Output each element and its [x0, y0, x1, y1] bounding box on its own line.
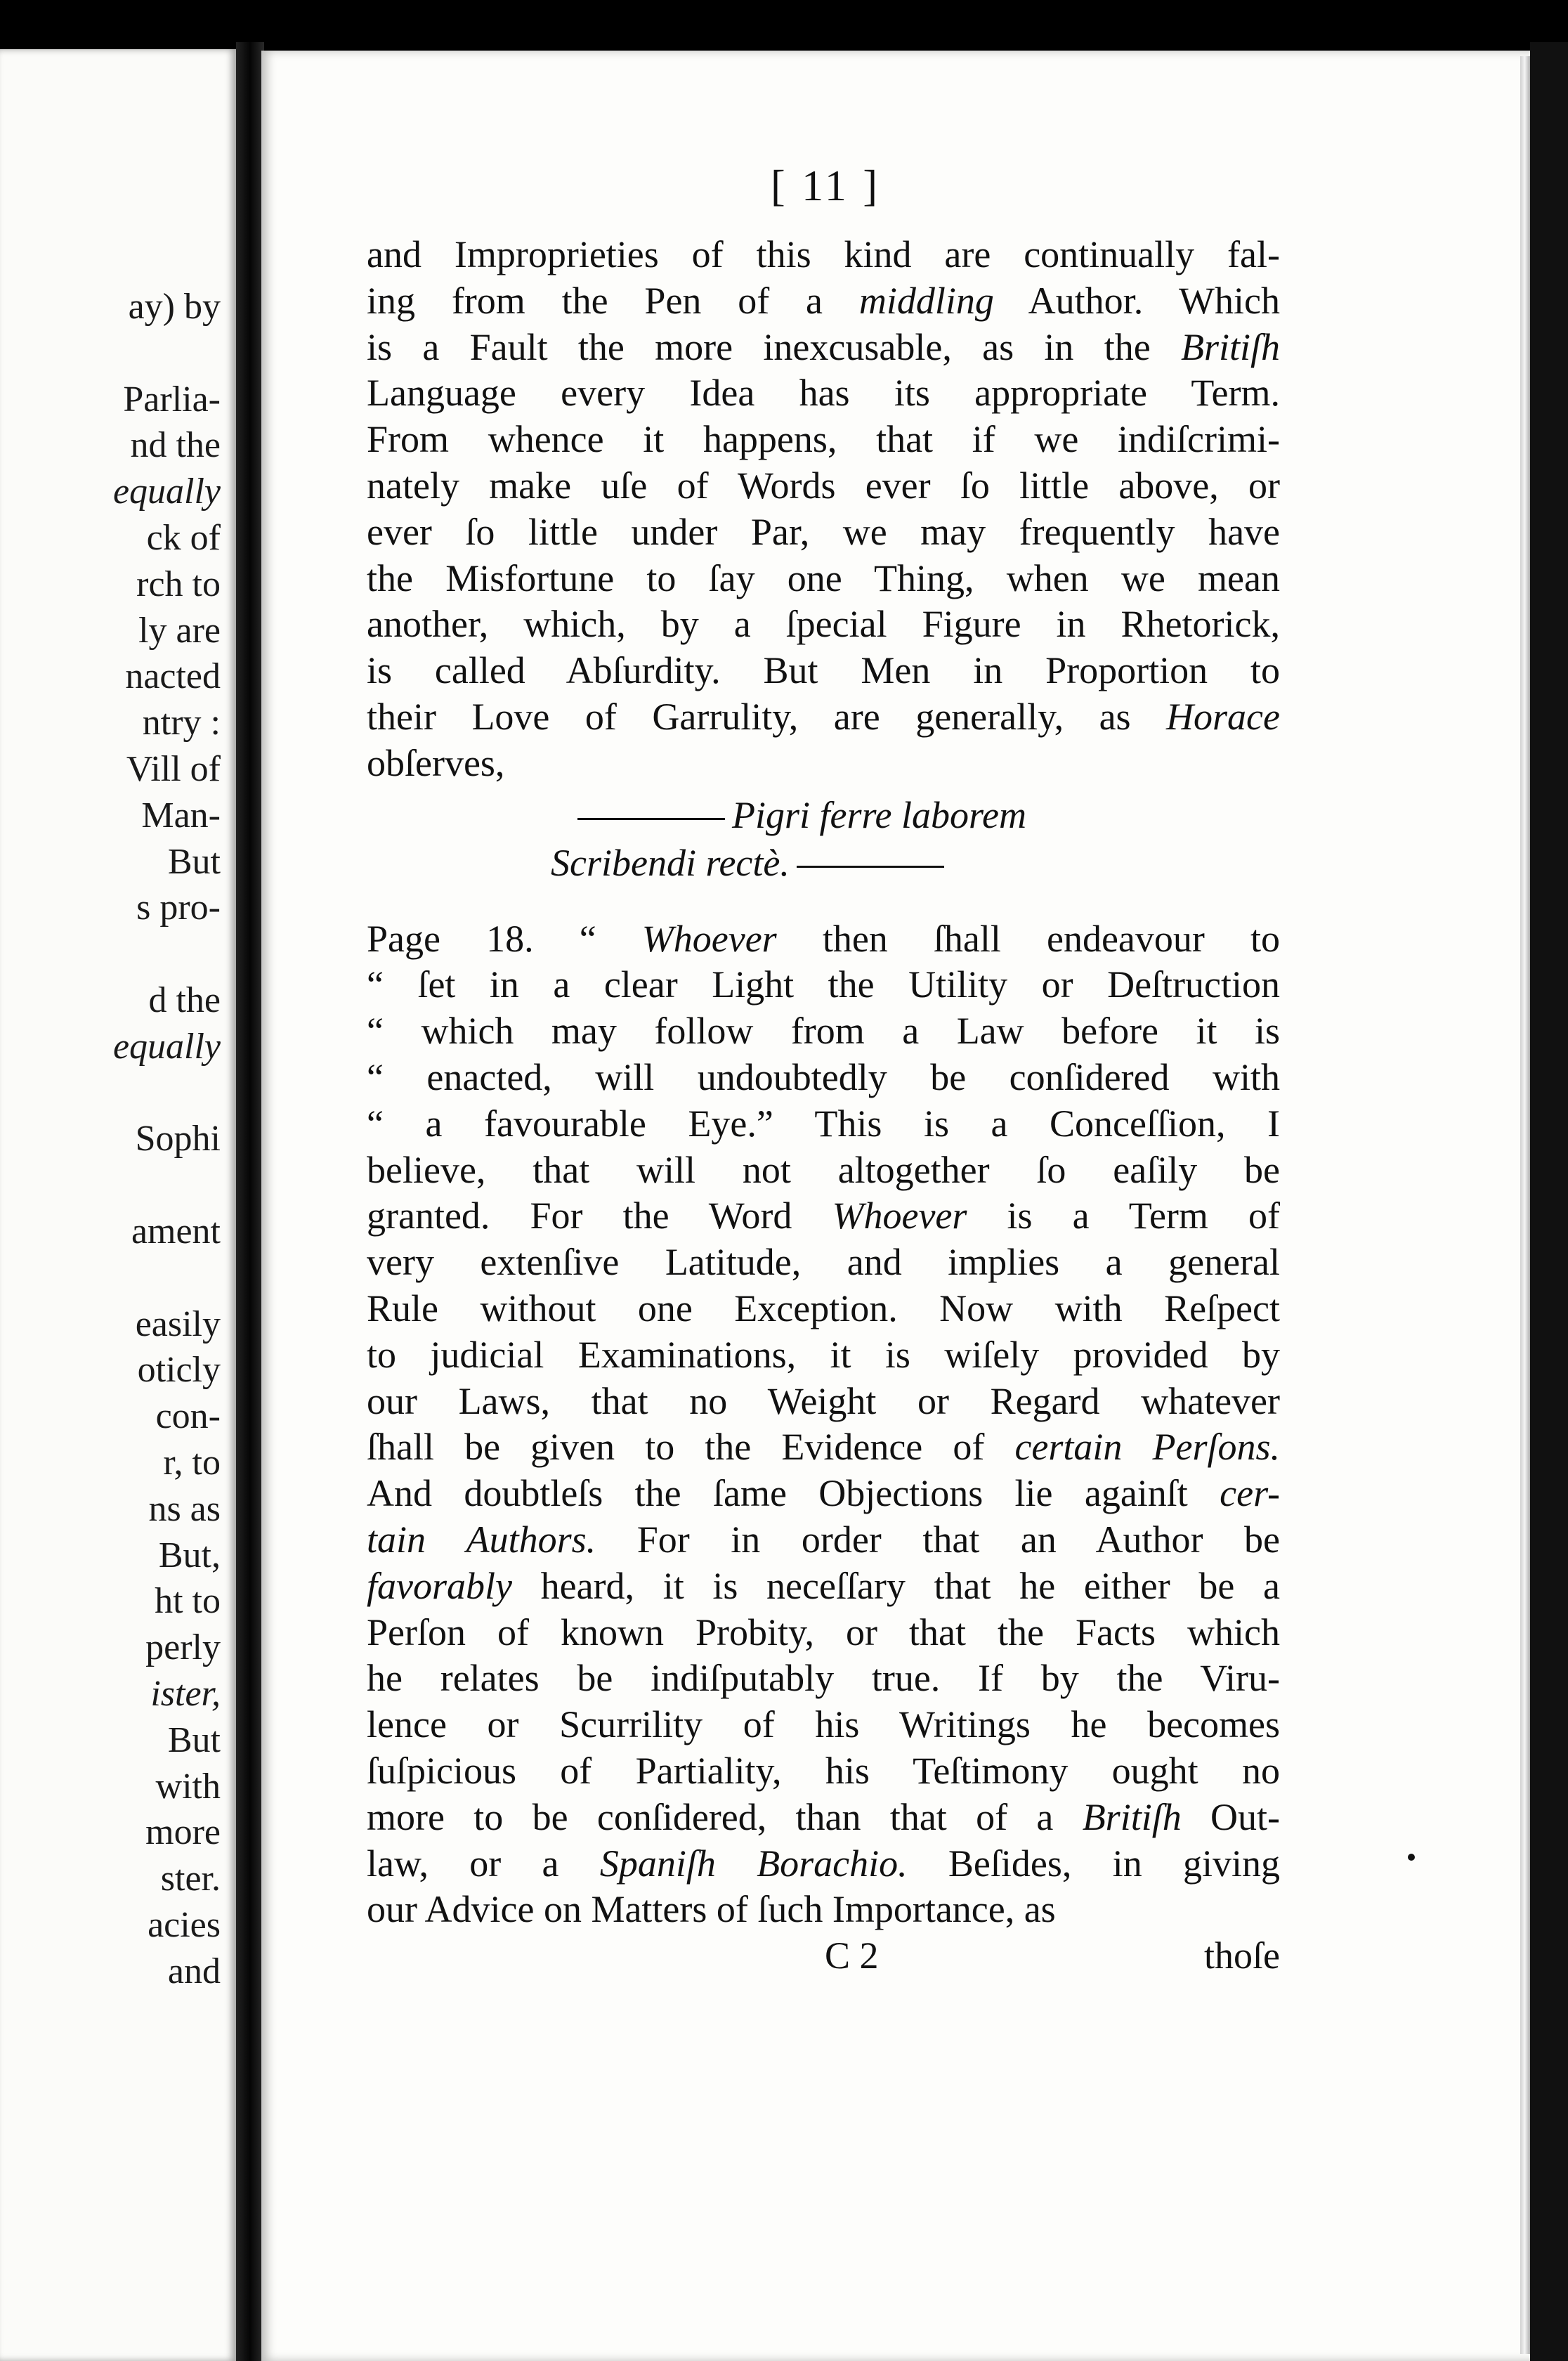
facing-page-line: con- [155, 1396, 221, 1437]
facing-page-line: r, to [163, 1442, 221, 1483]
text-line [367, 1563, 1280, 1610]
italic-text: Horace [1166, 695, 1280, 738]
text-run: nately make uſe of Words ever ſo little above, or [367, 464, 1280, 507]
text-line [367, 916, 1280, 963]
text-run: ing from the Pen of a [367, 279, 859, 322]
facing-page-line: more [145, 1812, 221, 1853]
text-line [367, 1887, 1280, 1933]
text-line [367, 278, 1280, 325]
text-line [367, 1055, 1280, 1101]
text-line [367, 463, 1280, 509]
text-line [367, 1702, 1280, 1748]
text-run: and Improprieties of this kind are continually fal- [367, 233, 1280, 275]
text-run: then ſhall endeavour to [776, 917, 1281, 960]
italic-text: cer- [1220, 1472, 1280, 1515]
facing-page-line: ns as [148, 1488, 221, 1529]
facing-page-line: with [155, 1766, 221, 1807]
text-run: lence or Scurrility of his Writings he becomes [367, 1703, 1280, 1746]
facing-page-line: s pro- [136, 887, 221, 928]
text-run: “ which may follow from a Law before it is [367, 1010, 1280, 1053]
text-run: “ ſet in a clear Light the Utility or Deſtruction [367, 963, 1280, 1006]
page-number: [ 11 ] [771, 162, 880, 210]
text-run: For in order that an Author be [596, 1518, 1280, 1561]
text-line [367, 325, 1280, 371]
facing-page-line: d the [148, 980, 221, 1020]
signature-mark: C 2 [825, 1934, 879, 1977]
text-line [367, 232, 1280, 278]
facing-page-line: rch to [136, 564, 221, 604]
text-run: believe, that will not altogether ſo eaſily be [367, 1148, 1280, 1191]
text-line [367, 694, 1280, 741]
text-run: is a Term of [967, 1195, 1280, 1237]
italic-text: Spaniſh Borachio. [599, 1842, 908, 1885]
facing-page-line [113, 330, 221, 377]
text-run: very extenſive Latitude, and implies a general [367, 1241, 1280, 1284]
text-run: From whence it happens, that if we indiſcrimi- [367, 418, 1280, 461]
facing-page-line: easily [135, 1303, 221, 1344]
text-run: And doubtleſs the ſame Objections lie againſt [367, 1472, 1220, 1515]
text-line [367, 1656, 1280, 1702]
facing-page-line [113, 1070, 221, 1117]
text-line [367, 1008, 1280, 1055]
facing-page-line: perly [145, 1627, 221, 1668]
facing-page-line: nacted [125, 656, 221, 697]
text-run: another, which, by a ſpecial Figure in Rhetorick, [367, 603, 1280, 646]
scan-top-border [0, 0, 1568, 55]
text-line [367, 601, 1280, 648]
text-line [367, 962, 1280, 1008]
catchword: thoſe [1204, 1934, 1280, 1977]
text-line [367, 1101, 1280, 1147]
text-run: “ enacted, will undoubtedly be conſidered with [367, 1055, 1280, 1098]
page-footer [367, 1933, 1280, 1982]
text-run: Page 18. “ [367, 917, 642, 960]
italic-text: Britiſh [1082, 1795, 1182, 1838]
italic-text: favorably [367, 1564, 512, 1607]
text-line [367, 741, 1280, 787]
facing-page-line [113, 1162, 221, 1209]
text-line [367, 1193, 1280, 1240]
facing-page-fragment [0, 49, 236, 2361]
text-line [367, 1379, 1280, 1425]
facing-page-line: ament [131, 1211, 221, 1251]
facing-page-line: ht to [155, 1581, 221, 1622]
text-run: Rule without one Exception. Now with Reſpect [367, 1287, 1280, 1329]
paragraph-2 [367, 916, 1280, 1934]
facing-page-line: Vill of [126, 748, 221, 789]
facing-page-line: oticly [137, 1350, 221, 1391]
facing-page-line: But [167, 1719, 221, 1760]
text-line [367, 1610, 1280, 1656]
text-run: Perſon of known Probity, or that the Facts which [367, 1611, 1280, 1653]
text-line [367, 1795, 1280, 1841]
italic-text: Britiſh [1180, 325, 1280, 368]
text-run: our Advice on Matters of ſuch Importance, as [367, 1888, 1056, 1931]
facing-page-line: equally [112, 1026, 221, 1067]
facing-page-line: ay) by [128, 287, 221, 327]
facing-page-line: equally [112, 471, 221, 512]
text-line [367, 1517, 1280, 1563]
em-rule [577, 818, 725, 820]
facing-page-line: ly are [138, 610, 221, 651]
facing-page-line: Man- [141, 795, 221, 835]
text-run: heard, it is neceſſary that he either be a [511, 1564, 1280, 1607]
facing-page-line [113, 931, 221, 977]
text-line [367, 1147, 1280, 1194]
italic-text: tain Authors. [367, 1518, 596, 1561]
facing-page-line: acies [148, 1904, 221, 1945]
facing-page-line: ntry : [142, 703, 221, 743]
text-line [367, 1286, 1280, 1332]
text-run: “ a favourable Eye.” This is a Conceſſion, I [367, 1102, 1280, 1145]
text-line [367, 370, 1280, 417]
text-run: the Misfortune to ſay one Thing, when we mean [367, 557, 1280, 599]
text-run: ever ſo little under Par, we may frequently have [367, 510, 1280, 553]
text-line [367, 1471, 1280, 1517]
text-run: law, or a [367, 1842, 600, 1885]
text-line [367, 1841, 1280, 1887]
text-run: obſerves, [367, 741, 505, 784]
text-run: our Laws, that no Weight or Regard whatever [367, 1379, 1280, 1422]
text-run: to judicial Examinations, it is wiſely provided by [367, 1333, 1280, 1376]
verse-line-2-text: Scribendi rectè. [551, 841, 790, 884]
text-line [367, 509, 1280, 556]
text-line [367, 556, 1280, 602]
text-line [367, 417, 1280, 463]
facing-page-line: nd the [130, 425, 221, 466]
italic-text: Whoever [641, 917, 777, 960]
italic-text: certain Perſons. [1014, 1426, 1280, 1469]
verse-line-2 [551, 840, 951, 887]
text-line [367, 648, 1280, 694]
italic-text: Whoever [832, 1195, 967, 1237]
text-run: Beſides, in giving [907, 1842, 1280, 1885]
ink-speck [1408, 1854, 1415, 1861]
body-text [367, 232, 1280, 1982]
facing-page-line [113, 1255, 221, 1301]
text-run: Author. Which [993, 279, 1280, 322]
facing-page-line: ster. [160, 1859, 221, 1899]
text-run: granted. For the Word [367, 1195, 832, 1237]
text-line [367, 1748, 1280, 1795]
facing-page-line-endings [113, 284, 221, 1994]
text-run: is a Fault the more inexcusable, as in the [367, 325, 1181, 368]
facing-page-line: Sophi [135, 1119, 221, 1159]
facing-page-line: ck of [146, 517, 221, 558]
text-run: he relates be indiſputably true. If by the Viru- [367, 1657, 1280, 1700]
scan-right-border [1530, 42, 1568, 2361]
em-rule [797, 866, 944, 868]
facing-page-line: But [167, 841, 221, 882]
text-run: Out- [1181, 1795, 1280, 1838]
text-run: their Love of Garrulity, are generally, as [367, 695, 1167, 738]
verse-line-1-text: Pigri ferre laborem [732, 793, 1026, 836]
text-line [367, 1332, 1280, 1379]
facing-page-line: But, [158, 1535, 221, 1575]
text-line [367, 1240, 1280, 1286]
verse-line-1 [570, 793, 1026, 839]
text-run: more to be conſidered, than that of a [367, 1795, 1083, 1838]
book-gutter [236, 42, 264, 2361]
text-run: Language every Idea has its appropriate Term. [367, 372, 1280, 415]
text-line [367, 1424, 1280, 1471]
facing-page-line: and [167, 1951, 221, 1991]
text-run: ſhall be given to the Evidence of [367, 1426, 1015, 1469]
text-run: is called Abſurdity. But Men in Proportion to [367, 649, 1280, 692]
verse-quotation [367, 793, 1280, 890]
paragraph-1 [367, 232, 1280, 787]
facing-page-line: Parlia- [123, 379, 221, 419]
facing-page-line: ister, [150, 1673, 221, 1714]
text-run: ſuſpicious of Partiality, his Teſtimony ought no [367, 1749, 1280, 1792]
italic-text: middling [858, 279, 994, 322]
